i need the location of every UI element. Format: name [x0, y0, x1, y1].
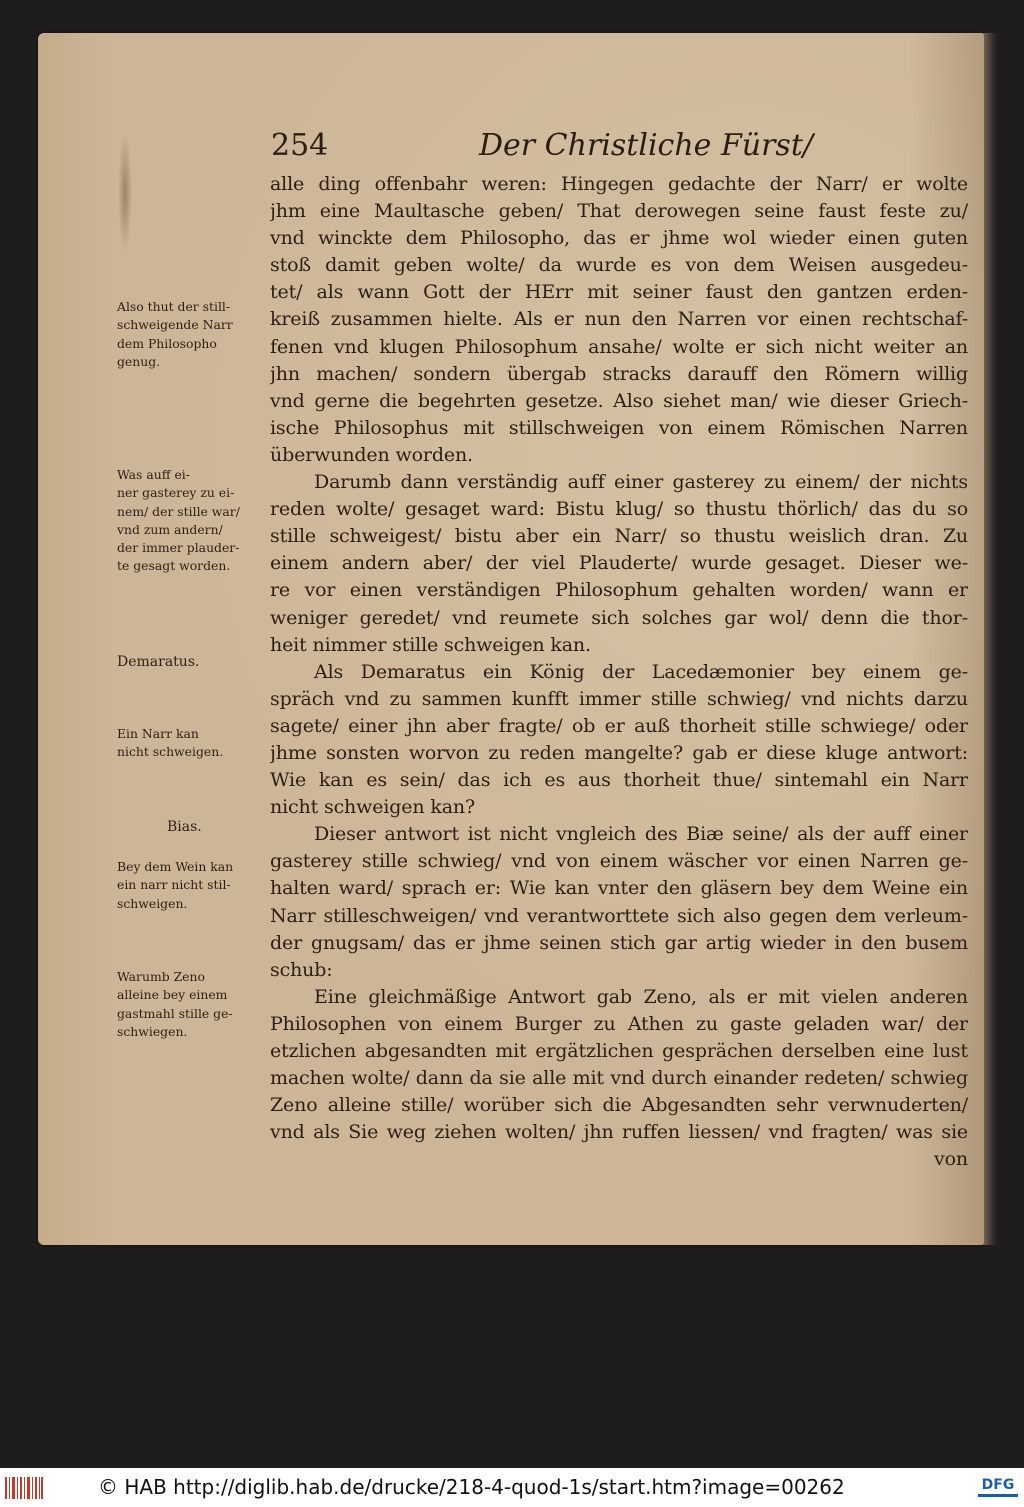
margin-note-line: Bey dem Wein kan [117, 859, 234, 874]
text-line: nicht schweigen kan? [270, 796, 476, 819]
margin-note-line: der immer plauder- [117, 540, 240, 556]
margin-note-line: Ein Narr kan [117, 726, 199, 741]
text-line: tet/ als wann Gott der HErr mit seiner faust den gantzen erden- [270, 281, 968, 304]
margin-note-4 [117, 725, 267, 762]
text-line: kreiß zusammen hielte. Als er nun den Narren vor einen rechtschaf- [270, 308, 968, 331]
text-line: weniger geredet/ vnd reumete sich solches gar wol/ denn die thor- [270, 606, 968, 629]
text-line: Als Demaratus ein König der Lacedæmonier bey einem ge- [314, 660, 968, 683]
text-line: Narr stilleschweigen/ vnd verantworttete sich also gegen dem verleum- [270, 904, 968, 927]
running-head: Der Christliche Fürst/ [479, 128, 813, 163]
text-line: alle ding offenbahr weren: Hingegen gedachte der Narr/ er wolte [270, 173, 968, 195]
text-line: vnd gerne die begehrten gesetze. Also siehet man/ wie dieser Griech- [270, 389, 968, 412]
text-line: re vor einen verständigen Philosophum gehalten worden/ wann er [270, 579, 968, 602]
margin-note-line: nicht schweigen. [117, 744, 224, 760]
text-line: der gnugsam/ das er jhme seinen stich gar artig wieder in den busem [270, 931, 968, 954]
text-line: heit nimmer stille schweigen kan. [270, 633, 591, 656]
text-line: spräch vnd zu sammen kunfft immer stille schwieg/ vnd nichts darzu [270, 687, 968, 710]
margin-note-line: Demaratus. [117, 654, 200, 670]
margin-note-line: Was auff ei- [117, 467, 190, 482]
margin-note-line: schwiegen. [117, 1023, 188, 1039]
margin-note-line: schweigende Narr [117, 317, 233, 333]
page-edge [984, 33, 998, 1245]
page-number: 254 [271, 128, 329, 163]
text-line: ische Philosophus mit stillschweigen von einem Römischen Narren [270, 416, 968, 439]
text-line: überwunden worden. [270, 443, 473, 466]
dfg-logo-text: DFG [981, 1477, 1015, 1493]
margin-note-line: te gesagt worden. [117, 558, 231, 574]
text-line: stoß damit geben wolte/ da wurde es von dem Weisen ausgedeu- [270, 254, 968, 277]
page-paper [38, 33, 984, 1245]
text-line: einem andern aber/ der viel Plauderte/ wurde gesaget. Dieser we- [270, 552, 968, 575]
copyright-link[interactable]: © HAB http://diglib.hab.de/drucke/218-4-quod-1s/start.htm?image=00262 [98, 1475, 845, 1499]
margin-note-line: genug. [117, 353, 161, 369]
margin-note-6 [117, 858, 267, 913]
margin-note-3 [117, 653, 267, 671]
text-line: schub: [270, 958, 333, 981]
margin-note-line: Warumb Zeno [117, 969, 205, 984]
text-line: Darumb dann verständig auff einer gasterey zu einem/ der nichts [314, 471, 968, 494]
text-line: Dieser antwort ist nicht vngleich des Biæ seine/ als der auff einer [314, 823, 968, 846]
text-line: jhn machen/ sondern übergab stracks darauff den Römern willig [270, 362, 968, 385]
text-line: Eine gleichmäßige Antwort gab Zeno, als er mit vielen anderen [314, 985, 968, 1008]
margin-note-line: vnd zum andern/ [117, 521, 223, 537]
margin-note-5 [117, 818, 267, 836]
text-line: jhme sonsten worvon zu reden mangelte? gab er diese kluge antwort: [270, 741, 968, 764]
margin-note-line: Bias. [167, 819, 202, 835]
margin-note-2 [117, 466, 267, 576]
margin-note-line: Also thut der still- [117, 299, 231, 314]
main-text [270, 171, 968, 1173]
margin-note-line: ner gasterey zu ei- [117, 485, 235, 501]
text-line: Zeno alleine stille/ worüber sich die Abgesandten sehr verwnuderten/ [270, 1094, 968, 1117]
text-line: fenen vnd klugen Philosophum ansahe/ wolte er sich nicht weiter an [270, 335, 968, 358]
text-line: gasterey stille schwieg/ vnd von einem wäscher vor einen Narren ge- [270, 850, 968, 873]
margin-note-1 [117, 298, 267, 371]
margin-note-line: ein narr nicht stil- [117, 877, 231, 893]
text-line: jhm eine Maultasche geben/ That derowegen seine faust feste zu/ [270, 200, 968, 223]
scanned-page [38, 33, 998, 1245]
text-line: reden wolte/ gesaget ward: Bistu klug/ so thustu thörlich/ das du so [270, 498, 968, 521]
text-line: stille schweigest/ bistu aber ein Narr/ so thustu weislich dran. Zu [270, 525, 968, 548]
text-line: sagete/ einer jhn aber fragte/ ob er auß thorheit stille schwiege/ oder [270, 714, 968, 737]
margin-note-7 [117, 968, 267, 1041]
margin-note-line: alleine bey einem [117, 987, 228, 1003]
text-line: halten ward/ sprach er: Wie kan vnter den gläsern bey dem Weine ein [270, 877, 968, 900]
margin-note-line: dem Philosopho [117, 335, 217, 351]
text-line: machen wolte/ dann da sie alle mit vnd durch einander redeten/ schwieg [270, 1067, 968, 1090]
dfg-logo-icon [976, 1475, 1020, 1501]
margin-note-line: schweigen. [117, 895, 188, 911]
barcode-icon [4, 1475, 44, 1501]
text-line: Philosophen von einem Burger zu Athen zu gaste geladen war/ der [270, 1012, 968, 1035]
text-line: vnd als Sie weg ziehen wolten/ jhn ruffen liessen/ vnd fragten/ was sie [270, 1121, 968, 1144]
page-header [271, 126, 971, 172]
footer-bar [0, 1468, 1024, 1507]
ink-stain [118, 133, 132, 253]
text-line: etzlichen abgesandten mit ergätzlichen gesprächen derselben eine lust [270, 1040, 968, 1062]
text-line: vnd winckte dem Philosopho, das er jhme wol wieder einen guten [270, 227, 968, 250]
margin-note-line: gastmahl stille ge- [117, 1005, 233, 1021]
margin-note-line: nem/ der stille war/ [117, 503, 240, 519]
catchword: von [934, 1148, 968, 1171]
text-line: Wie kan es sein/ das ich es aus thorheit thue/ sintemahl ein Narr [270, 769, 968, 792]
